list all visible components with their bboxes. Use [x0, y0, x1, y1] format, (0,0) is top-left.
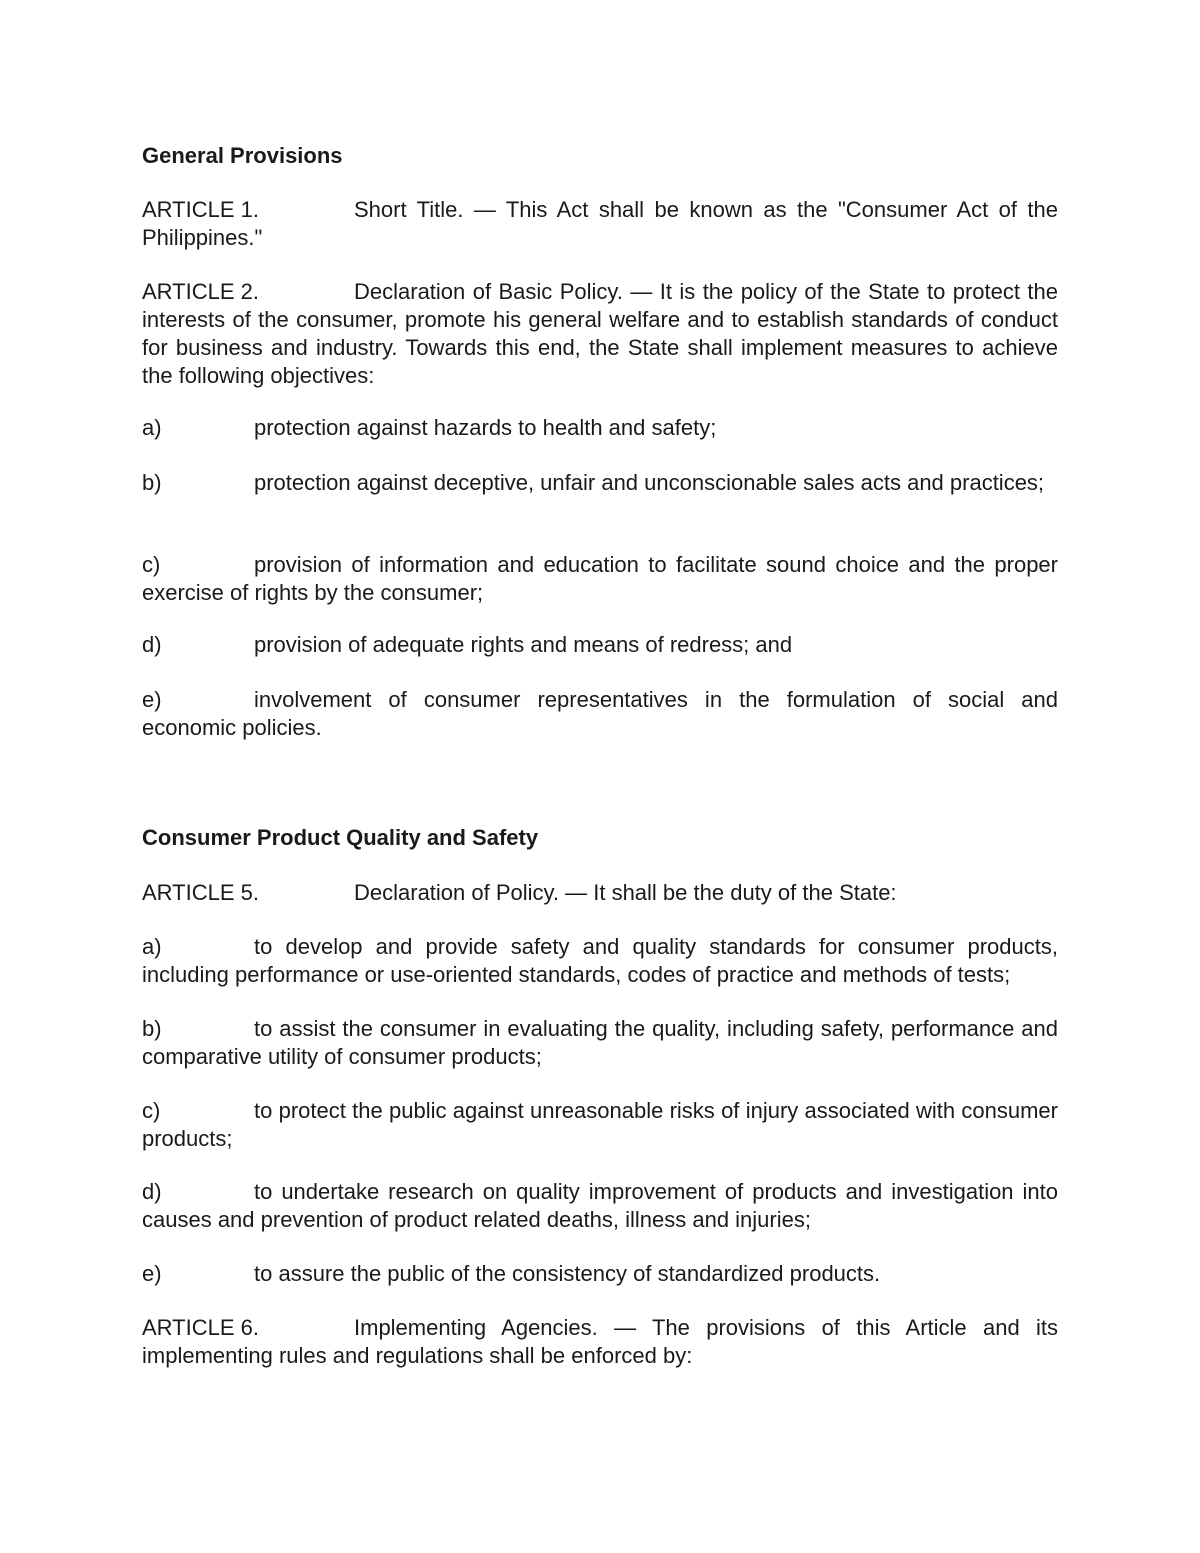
list-item	[142, 551, 1058, 607]
list-text: provision of adequate rights and means of redress; and	[254, 632, 793, 657]
list-text: protection against deceptive, unfair and unconscionable sales acts and practices;	[254, 470, 1045, 495]
list-letter: a)	[142, 934, 162, 959]
article-text: Declaration of Basic Policy. — It is the policy of the State to protect the interests of the consumer, promote his general welfare and to establish standards of conduct for business and industry. Towards this end, the State shall implement measures to achieve the following objectives:	[142, 279, 1058, 388]
list-letter: e)	[142, 687, 162, 712]
list-item	[142, 631, 1058, 659]
list-text: to develop and provide safety and quality standards for consumer products, including performance or use-oriented standards, codes of practice and methods of tests;	[142, 934, 1058, 987]
list-item	[142, 933, 1058, 989]
list-letter: d)	[142, 632, 162, 657]
section-heading-product-quality: Consumer Product Quality and Safety	[142, 825, 539, 850]
list-text: to undertake research on quality improvement of products and investigation into causes and prevention of product related deaths, illness and injuries;	[142, 1179, 1058, 1232]
list-text: to protect the public against unreasonable risks of injury associated with consumer products;	[142, 1098, 1058, 1151]
list-text: involvement of consumer representatives in the formulation of social and economic policies.	[142, 687, 1058, 740]
article-1	[142, 196, 1058, 252]
list-letter: e)	[142, 1261, 162, 1286]
list-text: to assist the consumer in evaluating the quality, including safety, performance and comparative utility of consumer products;	[142, 1016, 1058, 1069]
list-item	[142, 1097, 1058, 1153]
article-label: ARTICLE 5.	[142, 880, 259, 905]
list-text: to assure the public of the consistency of standardized products.	[254, 1261, 881, 1286]
article-text: Declaration of Policy. — It shall be the duty of the State:	[354, 880, 897, 905]
list-item	[142, 1015, 1058, 1071]
list-letter: c)	[142, 552, 161, 577]
list-letter: b)	[142, 470, 162, 495]
list-item	[142, 1260, 1058, 1288]
article-2	[142, 278, 1058, 390]
section-heading-general-provisions: General Provisions	[142, 143, 343, 168]
article-label: ARTICLE 2.	[142, 279, 259, 304]
list-letter: b)	[142, 1016, 162, 1041]
article-text: Short Title. — This Act shall be known as the "Consumer Act of the Philippines."	[142, 197, 1058, 250]
list-item	[142, 414, 1058, 442]
article-5	[142, 879, 1058, 907]
article-text: Implementing Agencies. — The provisions of this Article and its implementing rules and regulations shall be enforced by:	[142, 1315, 1058, 1368]
list-text: provision of information and education to facilitate sound choice and the proper exercise of rights by the consumer;	[142, 552, 1058, 605]
article-label: ARTICLE 6.	[142, 1315, 259, 1340]
list-item	[142, 469, 1058, 497]
list-letter: a)	[142, 415, 162, 440]
list-item	[142, 686, 1058, 742]
article-label: ARTICLE 1.	[142, 197, 259, 222]
article-6	[142, 1314, 1058, 1370]
list-text: protection against hazards to health and safety;	[254, 415, 717, 440]
list-letter: c)	[142, 1098, 161, 1123]
list-letter: d)	[142, 1179, 162, 1204]
list-item	[142, 1178, 1058, 1234]
